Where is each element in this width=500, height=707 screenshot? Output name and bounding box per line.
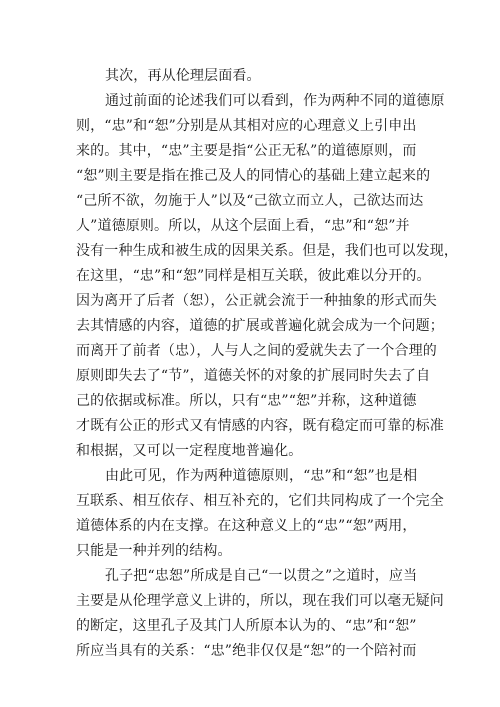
text-line: 主要是从伦理学意义上讲的，所以，现在我们可以毫无疑问 [76, 593, 444, 609]
text-line: 和根据，又可以一定程度地普遍化。 [76, 443, 303, 459]
text-line: 则，“忠”和“恕”分别是从其相对应的心理意义上引申出 [76, 118, 417, 134]
text-line: 所应当具有的关系：“忠”绝非仅仅是“恕”的一个陪衬而 [76, 643, 417, 659]
text-line: 的断定，这里孔子及其门人所原本认为的、“忠”和“恕” [76, 618, 417, 634]
text-line: 由此可见，作为两种道德原则，“忠”和“恕”也是相 [105, 468, 418, 484]
text-line: 而离开了前者（忠），人与人之间的爱就失去了一个合理的 [76, 343, 437, 359]
paragraph-ethics-intro [76, 64, 430, 89]
text-line: 只能是一种并列的结构。 [76, 543, 232, 559]
text-line: 其次，再从伦理层面看。 [105, 68, 261, 84]
paragraph-mutual-support [76, 464, 444, 564]
text-line: 原则即失去了“节”，道德关怀的对象的扩展同时失去了自 [76, 368, 431, 384]
text-line: 没有一种生成和被生成的因果关系。但是，我们也可以发现， [76, 243, 459, 259]
text-line: 孔子把“忠恕”所成是自己“一以贯之”之道时，应当 [105, 568, 418, 584]
text-line: 人”道德原则。所以，从这个层面上看，“忠”和“恕”并 [76, 218, 410, 234]
text-line: “己所不欲，勿施于人”以及“己欲立而立人，己欲达而达 [76, 193, 424, 209]
text-line: 来的。其中，“忠”主要是指“公正无私”的道德原则，而 [76, 143, 417, 159]
text-line: 因为离开了后者（恕），公正就会流于一种抽象的形式而失 [76, 293, 437, 309]
text-line: 才既有公正的形式又有情感的内容，既有稳定而可靠的标准 [76, 418, 444, 434]
text-line: 通过前面的论述我们可以看到，作为两种不同的道德原 [105, 93, 445, 109]
text-line: “恕”则主要是指在推己及人的同情心的基础上建立起来的 [76, 168, 431, 184]
document-page [76, 64, 459, 664]
text-line: 在这里，“忠”和“恕”同样是相互关联，彼此难以分开的。 [76, 268, 431, 284]
text-line: 己的依据或标准。所以，只有“忠”“恕”并称，这种道德 [76, 393, 417, 409]
text-line: 互联系、相互依存、相互补充的，它们共同构成了一个完全 [76, 493, 444, 509]
paragraph-two-principles [76, 89, 459, 464]
text-line: 道德体系的内在支撑。在这种意义上的“忠”“恕”两用， [76, 518, 417, 534]
paragraph-confucius [76, 564, 444, 664]
text-line: 去其情感的内容，道德的扩展或普遍化就会成为一个问题； [76, 318, 444, 334]
